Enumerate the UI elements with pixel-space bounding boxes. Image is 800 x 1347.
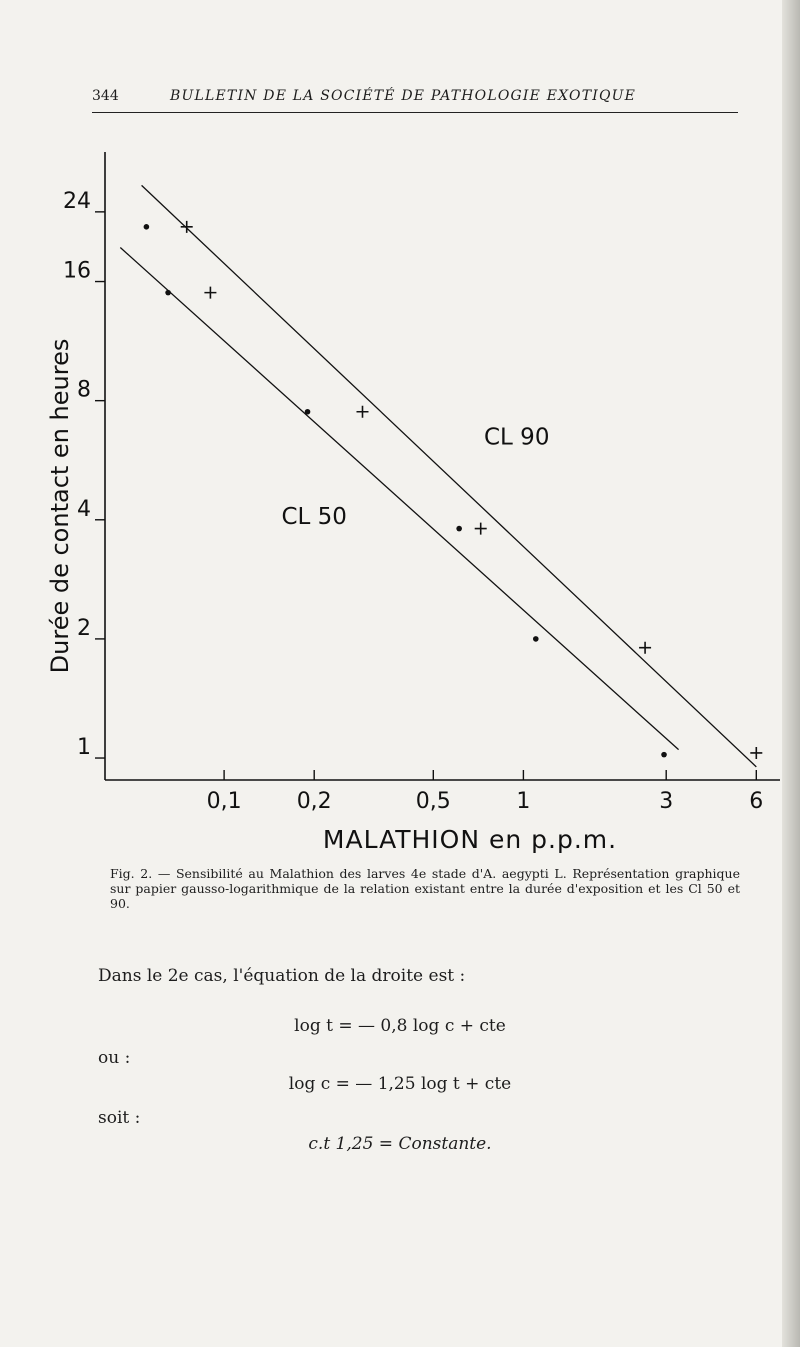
y-axis-title: Durée de contact en heures xyxy=(46,338,74,674)
data-point-cl90 xyxy=(639,642,651,654)
figure-caption xyxy=(92,866,740,911)
equation-1: log t = — 0,8 log c + cte xyxy=(294,1016,506,1036)
data-point-cl90 xyxy=(475,523,487,535)
x-axis-title: MALATHION en p.p.m. xyxy=(322,825,618,854)
x-tick-label: 3 xyxy=(659,789,674,814)
y-tick-label: 8 xyxy=(77,377,91,403)
equation-2: log c = — 1,25 log t + cte xyxy=(288,1074,512,1094)
header-rule xyxy=(92,112,738,113)
equation-3: c.t 1,25 = Constante. xyxy=(308,1134,492,1154)
caption-text: Fig. 2. — Sensibilité au Malathion des larves 4e stade d'A. aegypti L. Représentation graphique sur papier gausso-logarithmique de la relation existant entre la durée d'exposition et les Cl 50 et 90. xyxy=(110,866,740,911)
x-tick-label: 0,1 xyxy=(206,789,242,814)
data-point-cl50 xyxy=(305,409,311,415)
label-ou: ou : xyxy=(98,1048,131,1068)
figure-2-chart xyxy=(30,140,790,860)
page-number: 344 xyxy=(92,88,119,104)
y-tick-label: 24 xyxy=(63,188,91,214)
data-point-cl90 xyxy=(356,406,368,418)
x-tick-label: 6 xyxy=(749,789,764,814)
data-point-cl90 xyxy=(204,287,216,299)
x-tick-label: 1 xyxy=(516,789,531,814)
equation-intro: Dans le 2e cas, l'équation de la droite est : xyxy=(98,966,466,986)
data-point-cl50 xyxy=(661,752,667,758)
x-tick-label: 0,5 xyxy=(415,789,451,814)
data-point-cl90 xyxy=(750,747,762,759)
data-point-cl90 xyxy=(181,221,193,233)
data-point-cl50 xyxy=(456,526,462,532)
series-label-cl-90: CL 90 xyxy=(484,424,550,451)
fit-line-cl-50 xyxy=(120,248,678,750)
data-point-cl50 xyxy=(165,290,171,296)
label-soit: soit : xyxy=(98,1108,141,1128)
data-point-cl50 xyxy=(533,636,539,642)
running-header xyxy=(92,88,738,110)
y-tick-label: 2 xyxy=(77,615,91,641)
series-label-cl-50: CL 50 xyxy=(281,504,347,531)
data-point-cl50 xyxy=(144,224,150,230)
y-tick-label: 16 xyxy=(63,258,91,284)
journal-title: BULLETIN DE LA SOCIÉTÉ DE PATHOLOGIE EXOTIQUE xyxy=(170,88,637,104)
y-tick-label: 1 xyxy=(77,735,91,761)
fit-line-cl-90 xyxy=(142,185,757,766)
x-tick-label: 0,2 xyxy=(296,789,332,814)
y-tick-label: 4 xyxy=(77,496,91,522)
